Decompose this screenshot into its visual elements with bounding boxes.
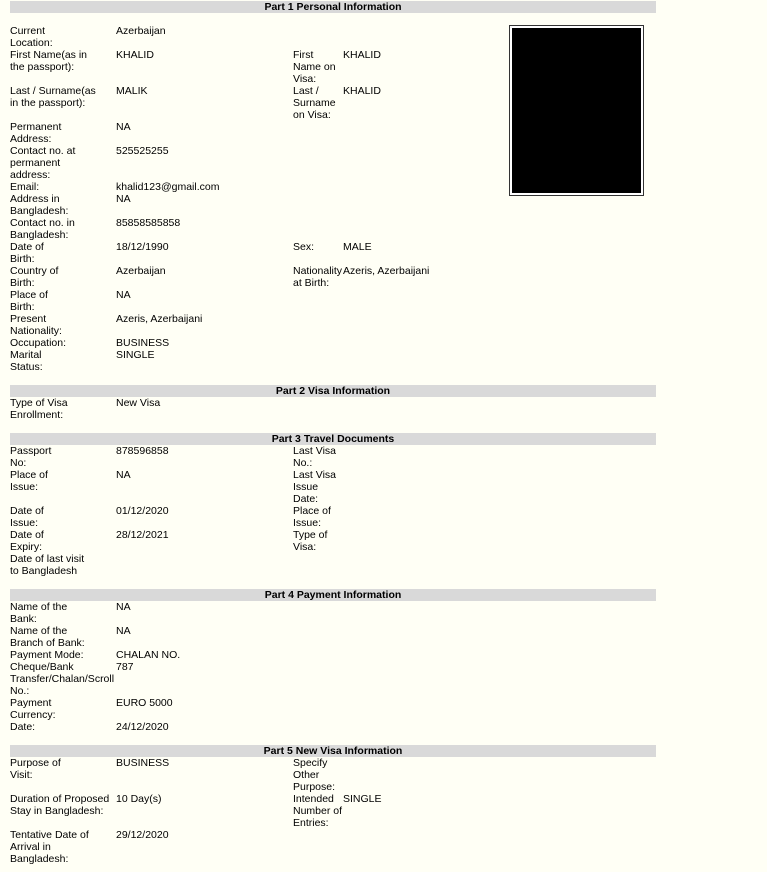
last-name-value: MALIK (116, 85, 148, 97)
dob-label: Date of Birth: (10, 241, 44, 265)
last-visa-issue-date-label: Last Visa Issue Date: (293, 469, 336, 505)
section-header-personal: Part 1 Personal Information (10, 1, 656, 13)
entries-label: Intended Number of Entries: (293, 793, 343, 829)
sex-value: MALE (343, 241, 372, 253)
visa-type-label: Type of Visa Enrollment: (10, 397, 68, 421)
currency-value: EURO 5000 (116, 697, 173, 709)
contact-permanent-value: 525525255 (116, 145, 169, 157)
email-value: khalid123@gmail.com (116, 181, 220, 193)
first-name-visa-label: First Name on Visa: (293, 49, 336, 85)
place-issue-value: NA (116, 469, 131, 481)
current-location-value: Azerbaijan (116, 25, 166, 37)
last-visa-place-label: Place of Issue: (293, 505, 331, 529)
payment-mode-label: Payment Mode: (10, 649, 84, 661)
occupation-value: BUSINESS (116, 337, 170, 349)
last-visa-type-label: Type of Visa: (293, 529, 328, 553)
country-birth-label: Country of Birth: (10, 265, 59, 289)
marital-label: Marital Status: (10, 349, 43, 373)
marital-value: SINGLE (116, 349, 155, 361)
last-visa-no-label: Last Visa No.: (293, 445, 336, 469)
permanent-address-label: Permanent Address: (10, 121, 62, 145)
present-nationality-value: Azeris, Azerbaijani (116, 313, 203, 325)
last-name-visa-value: KHALID (343, 85, 381, 97)
place-issue-label: Place of Issue: (10, 469, 48, 493)
cheque-value: 787 (116, 661, 134, 673)
bank-value: NA (116, 601, 131, 613)
visa-type-value: New Visa (116, 397, 161, 409)
payment-date-label: Date: (10, 721, 36, 733)
dob-value: 18/12/1990 (116, 241, 169, 253)
purpose-label: Purpose of Visit: (10, 757, 61, 781)
entries-value: SINGLE (343, 793, 382, 805)
cheque-label: Cheque/Bank Transfer/Chalan/Scroll No.: (10, 661, 115, 697)
place-birth-label: Place of Birth: (10, 289, 48, 313)
branch-value: NA (116, 625, 131, 637)
email-label: Email: (10, 181, 40, 193)
section-header-payment: Part 4 Payment Information (10, 589, 656, 601)
sex-label: Sex: (293, 241, 315, 253)
last-name-label: Last / Surname(as in the passport): (10, 85, 96, 109)
other-purpose-label: Specify Other Purpose: (293, 757, 336, 793)
arrival-value: 29/12/2020 (116, 829, 169, 841)
first-name-visa-value: KHALID (343, 49, 381, 61)
date-expiry-value: 28/12/2021 (116, 529, 169, 541)
passport-value: 878596858 (116, 445, 169, 457)
address-bd-value: NA (116, 193, 131, 205)
contact-bd-label: Contact no. in Bangladesh: (10, 217, 75, 241)
first-name-label: First Name(as in the passport): (10, 49, 88, 73)
duration-value: 10 Day(s) (116, 793, 162, 805)
address-bd-label: Address in Bangladesh: (10, 193, 69, 217)
arrival-label: Tentative Date of Arrival in Bangladesh: (10, 829, 89, 865)
nationality-birth-label: Nationality at Birth: (293, 265, 343, 289)
permanent-address-value: NA (116, 121, 131, 133)
present-nationality-label: Present Nationality: (10, 313, 62, 337)
payment-date-value: 24/12/2020 (116, 721, 169, 733)
currency-label: Payment Currency: (10, 697, 56, 721)
date-issue-value: 01/12/2020 (116, 505, 169, 517)
nationality-birth-value: Azeris, Azerbaijani (343, 265, 430, 277)
country-birth-value: Azerbaijan (116, 265, 166, 277)
section-header-new-visa: Part 5 New Visa Information (10, 745, 656, 757)
section-header-travel: Part 3 Travel Documents (10, 433, 656, 445)
occupation-label: Occupation: (10, 337, 67, 349)
duration-label: Duration of Proposed Stay in Bangladesh: (10, 793, 110, 817)
current-location-label: Current Location: (10, 25, 53, 49)
date-issue-label: Date of Issue: (10, 505, 44, 529)
passport-label: Passport No: (10, 445, 52, 469)
branch-label: Name of the Branch of Bank: (10, 625, 85, 649)
purpose-value: BUSINESS (116, 757, 170, 769)
last-visit-label: Date of last visit to Bangladesh (10, 553, 85, 577)
payment-mode-value: CHALAN NO. (116, 649, 181, 661)
first-name-value: KHALID (116, 49, 154, 61)
section-header-visa: Part 2 Visa Information (10, 385, 656, 397)
applicant-photo (509, 25, 644, 196)
contact-permanent-label: Contact no. at permanent address: (10, 145, 76, 181)
last-name-visa-label: Last / Surname on Visa: (293, 85, 336, 121)
bank-label: Name of the Bank: (10, 601, 68, 625)
place-birth-value: NA (116, 289, 131, 301)
contact-bd-value: 85858585858 (116, 217, 181, 229)
date-expiry-label: Date of Expiry: (10, 529, 44, 553)
photo-redacted (512, 28, 641, 193)
